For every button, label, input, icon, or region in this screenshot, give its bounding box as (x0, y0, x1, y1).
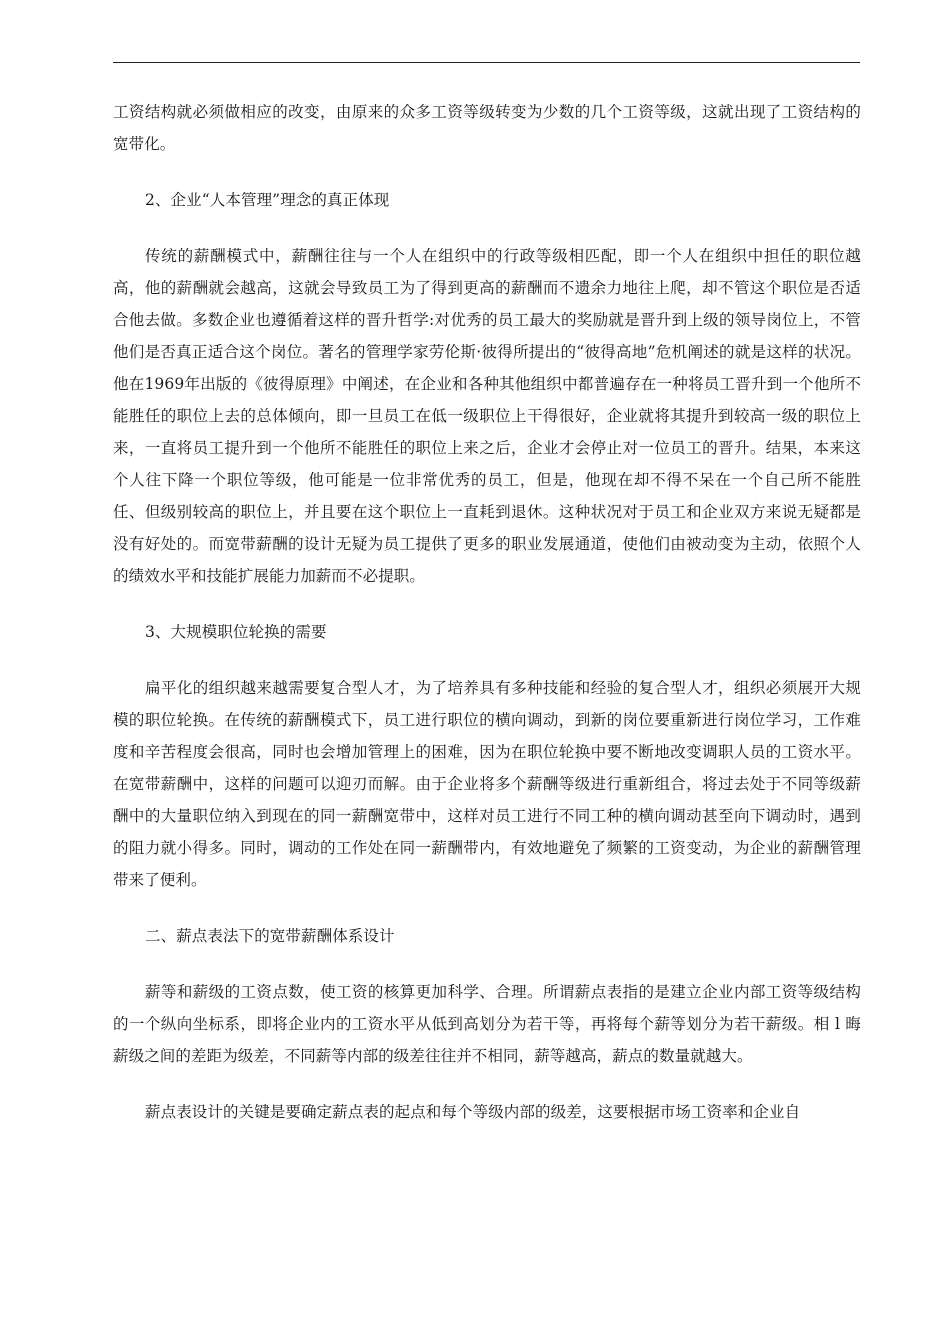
section-heading-two: 二、薪点表法下的宽带薪酬体系设计 (145, 927, 395, 945)
section-heading-2: 2、企业“人本管理”理念的真正体现 (145, 191, 390, 209)
paragraph-continuation: 工资结构就必须做相应的改变，由原来的众多工资等级转变为少数的几个工资等级，这就出现了工资结构的宽带化。 (113, 103, 861, 153)
paragraph-pay-point-design: 薪点表设计的关键是要确定薪点表的起点和每个等级内部的级差，这要根据市场工资率和企业自 (145, 1103, 801, 1121)
header-rule (113, 62, 860, 63)
paragraph-peter-principle: 传统的薪酬模式中，薪酬往往与一个人在组织中的行政等级相匹配，即一个人在组织中担任的职位越高，他的薪酬就会越高，这就会导致员工为了得到更高的薪酬而不遗余力地往上爬，却不管这个职位是否适合他去做。多数企业也遵循着这样的晋升哲学:对优秀的员工最大的奖励就是晋升到上级的领导岗位上，不管他们是否真正适合这个岗位。著名的管理学家劳伦斯·彼得所提出的“彼得高地”危机阐述的就是这样的状况。他在1969年出版的《彼得原理》中阐述，在企业和各种其他组织中都普遍存在一种将员工晋升到一个他所不能胜任的职位上去的总体倾向，即一旦员工在低一级职位上干得很好，企业就将其提升到较高一级的职位上来，一直将员工提升到一个他所不能胜任的职位上来之后，企业才会停止对一位员工的晋升。结果，本来这个人往下降一个职位等级，他可能是一位非常优秀的员工，但是，他现在却不得不呆在一个自己所不能胜任、但级别较高的职位上，并且要在这个职位上一直耗到退休。这种状况对于员工和企业双方来说无疑都是没有好处的。而宽带薪酬的设计无疑为员工提供了更多的职业发展通道，使他们由被动变为主动，依照个人的绩效水平和技能扩展能力加薪而不必提职。 (113, 247, 861, 585)
section-heading-3: 3、大规模职位轮换的需要 (145, 623, 327, 641)
document-body (113, 96, 861, 1152)
paragraph-job-rotation: 扁平化的组织越来越需要复合型人才，为了培养具有多种技能和经验的复合型人才，组织必须展开大规模的职位轮换。在传统的薪酬模式下，员工进行职位的横向调动，到新的岗位要重新进行岗位学习，工作难度和辛苦程度会很高，同时也会增加管理上的困难，因为在职位轮换中要不断地改变调职人员的工资水平。在宽带薪酬中，这样的问题可以迎刃而解。由于企业将多个薪酬等级进行重新组合，将过去处于不同等级薪酬中的大量职位纳入到现在的同一薪酬宽带中，这样对员工进行不同工种的横向调动甚至向下调动时，遇到的阻力就小得多。同时，调动的工作处在同一薪酬带内，有效地避免了频繁的工资变动，为企业的薪酬管理带来了便利。 (113, 679, 861, 889)
paragraph-pay-point-table: 薪等和薪级的工资点数，使工资的核算更加科学、合理。所谓薪点表指的是建立企业内部工资等级结构的一个纵向坐标系，即将企业内的工资水平从低到高划分为若干等，再将每个薪等划分为若干薪级。相 l 晦薪级之间的差距为级差，不同薪等内部的级差往往并不相同，薪等越高，薪点的数量就越大。 (113, 983, 861, 1065)
